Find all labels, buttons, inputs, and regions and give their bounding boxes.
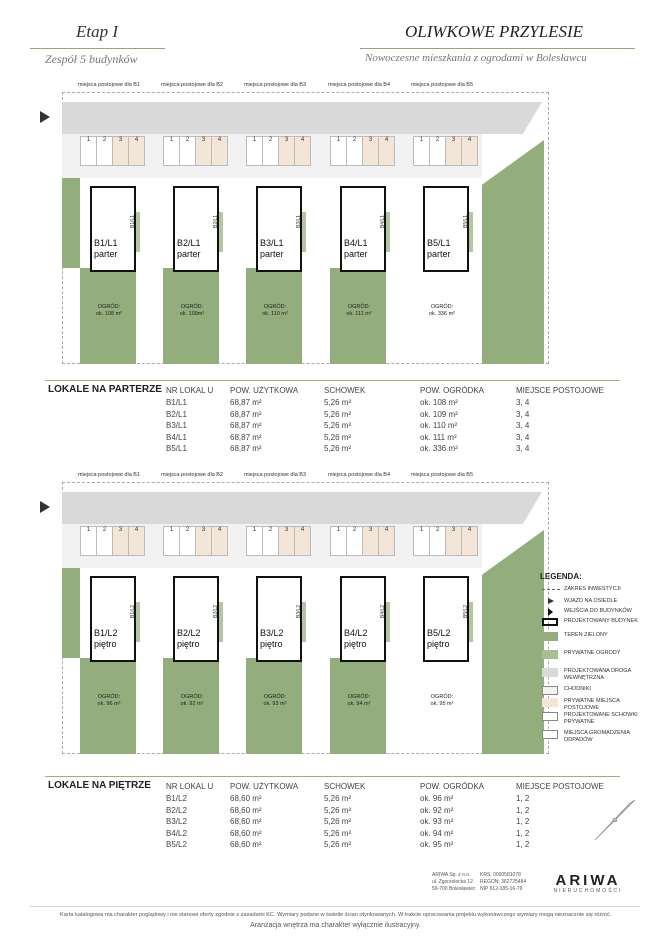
table-cell: 68,60 m² <box>230 840 262 849</box>
parking-slot: 4 <box>294 526 311 556</box>
building-label <box>427 238 467 260</box>
ariwa-logo <box>540 873 636 894</box>
table-header-cell: SCHOWEK <box>324 782 366 791</box>
table-cell: B2/L2 <box>166 805 187 815</box>
garden-size: ok. 109m² <box>179 311 205 317</box>
unit-number: B1/L1 <box>94 238 118 248</box>
company-line: 59-700 Bolesławiec <box>432 886 476 892</box>
garden-size: ok. 108 m² <box>96 311 122 317</box>
table-header-cell: POW. OGRÓDKA <box>420 386 485 395</box>
table-row <box>48 421 608 432</box>
table-cell: 5,26 m² <box>324 840 352 849</box>
garden-label <box>76 304 142 318</box>
garden-title: OGRÓD: <box>263 304 287 310</box>
building-label <box>94 238 134 260</box>
garden-size: ok. 111 m² <box>346 311 372 317</box>
table-cell: 1, 2 <box>516 840 530 849</box>
compass-rose-icon <box>590 795 640 845</box>
table-row <box>48 806 608 817</box>
table-row <box>48 840 608 851</box>
green2-swatch-icon <box>542 650 558 659</box>
zespol-subtitle: Zespół 5 budynków <box>45 52 138 66</box>
parking-slot: 2 <box>346 136 363 166</box>
table-cell: B4/L2 <box>166 828 187 838</box>
registration-line: REGON: 362725484 <box>480 879 527 885</box>
legend-item <box>538 668 658 682</box>
legend-text: CHODNIKI <box>564 686 591 692</box>
parking-slot: 1 <box>413 526 430 556</box>
entry-arrow-icon[interactable] <box>40 501 50 513</box>
unit-number: B2/L1 <box>177 238 201 248</box>
storage-label: B1/L2 <box>130 604 136 618</box>
legend-item <box>538 650 658 664</box>
table-cell: B1/L1 <box>166 398 187 407</box>
parking-slot: 1 <box>246 526 263 556</box>
table-cell: 68,87 m² <box>230 432 262 442</box>
table-cell: ok. 109 m² <box>420 409 458 419</box>
store-swatch-icon <box>542 712 558 721</box>
green-swatch-icon <box>542 632 558 641</box>
legend-text: PROJEKTOWANE SCHOWKI PRYWATNE <box>564 712 638 725</box>
building-label <box>177 628 217 650</box>
parking-slot: 2 <box>179 136 196 166</box>
legend-item <box>538 712 658 726</box>
table-cell: ok. 96 m² <box>420 794 454 803</box>
storage-label: B4/L2 <box>380 604 386 618</box>
unit-level: parter <box>427 249 451 259</box>
storage-label: B1/L1 <box>130 214 136 228</box>
garden-label <box>159 304 225 318</box>
table-row <box>48 433 608 444</box>
table-cell: ok. 94 m² <box>420 828 454 838</box>
parking-slot: 4 <box>378 526 395 556</box>
table-title: LOKALE NA PIĘTRZE <box>48 780 151 791</box>
table-cell: 3, 4 <box>516 421 530 430</box>
table-row <box>48 829 608 840</box>
table-row <box>48 398 608 409</box>
logo-text: ARIWA <box>555 872 621 889</box>
table-cell: B5/L1 <box>166 444 187 453</box>
table-cell: 5,26 m² <box>324 409 352 419</box>
building-label <box>177 238 217 260</box>
building-b5-l2[interactable] <box>423 576 469 662</box>
table-cell: 1, 2 <box>516 817 530 826</box>
project-title: OLIWKOWE PRZYLESIE <box>405 22 584 41</box>
table-cell: 5,26 m² <box>324 432 352 442</box>
parking-slot: 4 <box>378 136 395 166</box>
garden-size: ok. 95 m² <box>430 701 454 707</box>
table-cell: 68,87 m² <box>230 444 262 453</box>
table-cell: 68,60 m² <box>230 805 262 815</box>
garden-size: ok. 110 m² <box>262 311 288 317</box>
legend-text: WJAZD NA OSIEDLE <box>564 598 618 604</box>
table-cell: 68,87 m² <box>230 421 262 430</box>
unit-level: parter <box>344 249 368 259</box>
table-cell: 5,26 m² <box>324 794 352 803</box>
table-cell: 68,60 m² <box>230 817 262 826</box>
table-rule-upper <box>45 776 620 777</box>
building-label <box>344 628 384 650</box>
parking-slot: 4 <box>211 136 228 166</box>
table-cell: 3, 4 <box>516 409 530 419</box>
company-line: ul. Zgorzelecka 12 <box>432 879 473 885</box>
building-label <box>94 628 134 650</box>
company-address <box>432 872 475 893</box>
unit-number: B2/L2 <box>177 628 201 638</box>
parking-slot: 2 <box>429 526 446 556</box>
building-label <box>344 238 384 260</box>
table-cell: B2/L1 <box>166 409 187 419</box>
table-header-cell: NR LOKAL U <box>166 782 214 791</box>
registration-line: NIP 612-185-16-79 <box>480 886 523 892</box>
table-cell: 1, 2 <box>516 805 530 815</box>
storage-label: B4/L1 <box>380 214 386 228</box>
parking-slot: 4 <box>461 136 478 166</box>
garden-title: OGRÓD: <box>430 304 454 310</box>
parking-label-b2: miejsca postojowe dla B2 <box>153 472 231 478</box>
garden-title: OGRÓD: <box>97 304 121 310</box>
footer-rule <box>30 906 640 907</box>
garden-size: ok. 93 m² <box>263 701 287 707</box>
table-cell: 68,60 m² <box>230 794 262 803</box>
parking-label-b1: miejsca postojowe dla B1 <box>70 82 148 88</box>
parking-slot: 2 <box>346 526 363 556</box>
parking-slot: 4 <box>294 136 311 166</box>
header-rule-left <box>30 48 165 49</box>
garden-title: OGRÓD: <box>180 694 204 700</box>
internal-road <box>62 492 542 524</box>
storage-label: B3/L1 <box>296 214 302 228</box>
parking-slot: 2 <box>429 136 446 166</box>
parking-slot: 4 <box>128 526 145 556</box>
green-strip-left <box>62 178 80 268</box>
table-cell: 68,60 m² <box>230 828 262 838</box>
storage-label: B2/L1 <box>213 214 219 228</box>
table-rule-ground <box>45 380 620 381</box>
table-cell: 3, 4 <box>516 444 530 453</box>
registration-line: KRS: 0000581078 <box>480 872 521 878</box>
parking-swatch-icon <box>542 698 558 707</box>
parking-slot: 4 <box>211 526 228 556</box>
table-cell: 3, 4 <box>516 398 530 407</box>
etap-title: Etap I <box>76 22 119 41</box>
building-b2-l2[interactable] <box>173 576 219 662</box>
table-cell: ok. 95 m² <box>420 840 454 849</box>
unit-number: B5/L1 <box>427 238 451 248</box>
table-header-cell: MIEJSCE POSTOJOWE <box>516 782 604 791</box>
table-header-cell: NR LOKAL U <box>166 386 214 395</box>
garden-label <box>242 694 308 708</box>
walk-swatch-icon <box>542 686 558 695</box>
unit-number: B5/L2 <box>427 628 451 638</box>
company-registration <box>480 872 526 893</box>
building-b5-l1[interactable] <box>423 186 469 272</box>
garden-size: ok. 92 m² <box>180 701 204 707</box>
legend-text: PROJEKTOWANY BUDYNEK <box>564 618 638 624</box>
legend-text: PRYWATNE MIEJSCA POSTOJOWE <box>564 698 620 711</box>
legend-text: MIEJSCA GROMADZENIA ODPADÓW <box>564 730 630 743</box>
site-plan-ground-floor <box>0 82 669 374</box>
garden-label <box>159 694 225 708</box>
table-cell: 5,26 m² <box>324 421 352 430</box>
garden-label <box>409 694 475 708</box>
storage-label: B5/L1 <box>463 214 469 228</box>
building-b1-l2[interactable] <box>90 576 136 662</box>
legend-text: TEREN ZIELONY <box>564 632 608 638</box>
parking-slot: 1 <box>163 136 180 166</box>
unit-level: parter <box>94 249 118 259</box>
storage-label: B3/L2 <box>296 604 302 618</box>
table-header-cell: POW. UŻYTKOWA <box>230 782 299 791</box>
unit-level: piętro <box>260 639 283 649</box>
legend-text: PROJEKTOWANA DROGA WEWNĘTRZNA <box>564 668 631 681</box>
road-swatch-icon <box>542 668 558 677</box>
table-cell: ok. 336 m² <box>420 444 458 453</box>
table-cell: 1, 2 <box>516 828 530 838</box>
garden-title: OGRÓD: <box>263 694 287 700</box>
parking-slot: 1 <box>330 526 347 556</box>
boundary-line-icon <box>542 589 560 590</box>
garden-size: ok. 336 m² <box>429 311 455 317</box>
building-b3-l2[interactable] <box>256 576 302 662</box>
table-title: LOKALE NA PARTERZE <box>48 384 162 395</box>
unit-number: B3/L1 <box>260 238 284 248</box>
garden-title: OGRÓD: <box>180 304 204 310</box>
building-b2-l1[interactable] <box>173 186 219 272</box>
legend-item <box>538 698 658 712</box>
garden-title: OGRÓD: <box>97 694 121 700</box>
table-cell: ok. 111 m² <box>420 432 457 442</box>
building-label <box>427 628 467 650</box>
green-strip-left <box>62 568 80 658</box>
parking-slot: 2 <box>262 526 279 556</box>
parking-slot: 3 <box>195 136 212 166</box>
table-cell: ok. 110 m² <box>420 421 458 430</box>
table-cell: B3/L2 <box>166 817 187 826</box>
parking-slot: 1 <box>163 526 180 556</box>
table-cell: 5,26 m² <box>324 828 352 838</box>
table-cell: 5,26 m² <box>324 817 352 826</box>
table-row <box>48 410 608 421</box>
parking-slot: 4 <box>128 136 145 166</box>
table-cell: B5/L2 <box>166 840 187 849</box>
internal-road <box>62 102 542 134</box>
entry-arrow-icon <box>548 598 554 604</box>
table-row <box>48 817 608 828</box>
parking-label-b1: miejsca postojowe dla B1 <box>70 472 148 478</box>
storage-label: B5/L2 <box>463 604 469 618</box>
building-label <box>260 628 300 650</box>
unit-number: B4/L2 <box>344 628 368 638</box>
legend-item <box>538 618 658 632</box>
unit-level: piętro <box>94 639 117 649</box>
parking-slot: 3 <box>445 136 462 166</box>
disclaimer-line1: Karta katalogowa ma charakter poglądowy i nie stanowi oferty zgodnie z zasadami KC. Wymiary podane w świetle ścian otynkowanych. W trakcie opracowania projektu wykonawczego wymiary mogą nieznacznie się różnić. <box>60 912 611 918</box>
table-cell: B1/L2 <box>166 794 187 803</box>
building-swatch-icon <box>542 618 558 626</box>
table-cell: B4/L1 <box>166 432 187 442</box>
unit-level: parter <box>260 249 284 259</box>
parking-slot: 1 <box>80 526 97 556</box>
building-b4-l1[interactable] <box>340 186 386 272</box>
parking-label-b5: miejsca postojowe dla B5 <box>403 472 481 478</box>
parking-label-b4: miejsca postojowe dla B4 <box>320 472 398 478</box>
units-table-ground <box>48 384 608 464</box>
building-b3-l1[interactable] <box>256 186 302 272</box>
parking-label-b2: miejsca postojowe dla B2 <box>153 82 231 88</box>
unit-level: piętro <box>177 639 200 649</box>
units-table-upper <box>48 780 608 860</box>
parking-slot: 3 <box>362 526 379 556</box>
unit-level: piętro <box>427 639 450 649</box>
garden-title: OGRÓD: <box>347 304 371 310</box>
building-b4-l2[interactable] <box>340 576 386 662</box>
logo-subtext: NIERUCHOMOŚCI <box>553 888 623 894</box>
legend-text: ZAKRES INWESTYCJI <box>564 586 621 592</box>
header-rule-right <box>360 48 635 49</box>
parking-slot: 3 <box>362 136 379 166</box>
project-subtitle: Nowoczesne mieszkania z ogrodami w Bolesławcu <box>365 52 587 64</box>
legend-item <box>538 632 658 646</box>
parking-slot: 1 <box>246 136 263 166</box>
table-row <box>48 794 608 805</box>
table-cell: ok. 93 m² <box>420 817 454 826</box>
disclaimer-line2: Aranżacja wnętrza ma charakter wyłącznie ilustracyjny. <box>250 922 421 929</box>
parking-slot: 2 <box>262 136 279 166</box>
table-cell: ok. 92 m² <box>420 805 454 815</box>
table-cell: 5,26 m² <box>324 398 352 407</box>
parking-label-b3: miejsca postojowe dla B3 <box>236 472 314 478</box>
unit-number: B1/L2 <box>94 628 118 638</box>
parking-slot: 3 <box>195 526 212 556</box>
table-header-cell: POW. UŻYTKOWA <box>230 386 299 395</box>
parking-slot: 3 <box>112 526 129 556</box>
garden-label <box>409 304 475 318</box>
unit-level: parter <box>177 249 201 259</box>
parking-slot: 2 <box>96 526 113 556</box>
parking-slot: 4 <box>461 526 478 556</box>
parking-slot: 2 <box>179 526 196 556</box>
garden-size: ok. 96 m² <box>97 701 121 707</box>
table-header-cell: POW. OGRÓDKA <box>420 782 485 791</box>
table-cell: 5,26 m² <box>324 805 352 815</box>
unit-number: B4/L1 <box>344 238 368 248</box>
parking-slot: 3 <box>445 526 462 556</box>
garden-label <box>326 694 392 708</box>
garden-label <box>326 304 392 318</box>
garden-title: OGRÓD: <box>430 694 454 700</box>
parking-label-b4: miejsca postojowe dla B4 <box>320 82 398 88</box>
company-line: ARIWA Sp. z o.o. <box>432 872 471 878</box>
legend-text: PRYWATNE OGRODY <box>564 650 621 656</box>
parking-slot: 1 <box>330 136 347 166</box>
building-entry-icon <box>548 608 553 616</box>
garden-label <box>76 694 142 708</box>
table-cell: 5,26 m² <box>324 444 352 453</box>
legend-title: LEGENDA: <box>540 572 582 581</box>
legend-text: WEJŚCIA DO BUDYNKÓW <box>564 608 632 614</box>
table-cell: 68,87 m² <box>230 398 262 407</box>
unit-level: piętro <box>344 639 367 649</box>
garden-size: ok. 94 m² <box>347 701 371 707</box>
parking-slot: 1 <box>80 136 97 166</box>
table-cell: 1, 2 <box>516 794 530 803</box>
parking-label-b5: miejsca postojowe dla B5 <box>403 82 481 88</box>
parking-slot: 2 <box>96 136 113 166</box>
legend-item <box>538 730 658 744</box>
parking-slot: 1 <box>413 136 430 166</box>
table-cell: 68,87 m² <box>230 409 262 419</box>
building-b1-l1[interactable] <box>90 186 136 272</box>
table-header-cell: MIEJSCE POSTOJOWE <box>516 386 604 395</box>
parking-label-b3: miejsca postojowe dla B3 <box>236 82 314 88</box>
table-cell: 3, 4 <box>516 432 530 442</box>
parking-slot: 3 <box>278 136 295 166</box>
unit-number: B3/L2 <box>260 628 284 638</box>
table-cell: B3/L1 <box>166 421 187 430</box>
garden-title: OGRÓD: <box>347 694 371 700</box>
building-label <box>260 238 300 260</box>
table-cell: ok. 108 m² <box>420 398 458 407</box>
table-row <box>48 444 608 455</box>
entry-arrow-icon[interactable] <box>40 111 50 123</box>
parking-slot: 3 <box>112 136 129 166</box>
waste-swatch-icon <box>542 730 558 739</box>
storage-label: B2/L2 <box>213 604 219 618</box>
parking-slot: 3 <box>278 526 295 556</box>
table-header-cell: SCHOWEK <box>324 386 366 395</box>
garden-label <box>242 304 308 318</box>
